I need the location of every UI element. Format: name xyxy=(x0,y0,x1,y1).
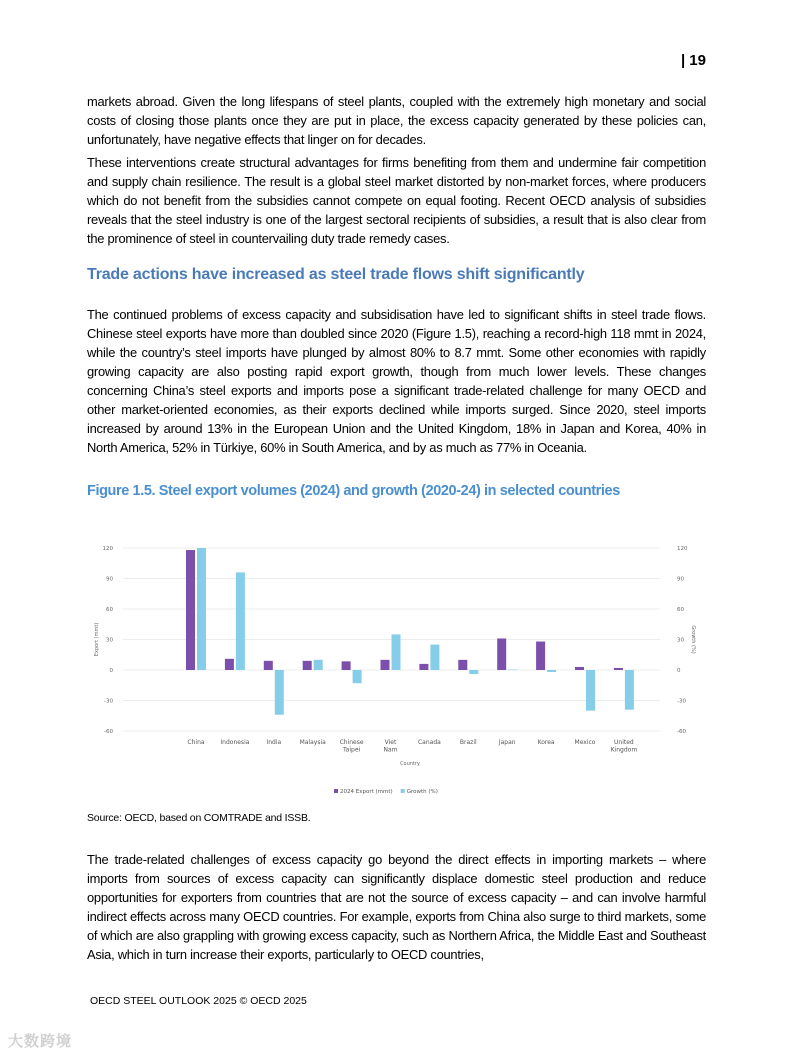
page-number: | 19 xyxy=(680,52,706,69)
paragraph-3: The continued problems of excess capacity and subsidisation have led to significant shifts in steel trade flows. Chinese steel exports have more than doubled since 2020 (Figure 1.5), reaching a record-high 118 mmt in 2024, while the country’s steel imports have plunged by almost 80% to 8.7 mmt. Some other economies with rapidly growing capacity are also posting rapid export growth, though from much lower levels. These changes concerning China’s steel exports and imports pose a significant trade-related challenge for many OECD and other market-oriented economies, as their exports declined while imports surged. Since 2020, steel imports increased by around 13% in the European Union and the United Kingdom, 18% in Japan and Korea, 40% in North America, 52% in Türkiye, 60% in South America, and by as much as 77% in Oceania. xyxy=(87,307,706,455)
bar-growth xyxy=(508,669,517,670)
x-tick-label: Mexico xyxy=(574,739,596,746)
bar-growth xyxy=(586,670,595,711)
paragraph-2: These interventions create structural advantages for firms benefiting from them and undermine fair competition and supply chain resilience. The result is a global steel market distorted by non-market forces, where producers which do not benefit from the subsidies cannot compete on equal footing. Recent OECD analysis of subsidies reveals that the steel industry is one of the largest sectoral recipients of subsidies, a result that is also clear from the prominence of steel in countervailing duty trade remedy cases. xyxy=(87,155,706,246)
x-tick-label: Chinese Taipei xyxy=(339,739,364,754)
x-tick-label: Malaysia xyxy=(299,739,326,746)
bar-growth xyxy=(353,670,362,683)
bar-export xyxy=(264,661,273,670)
x-tick-label: Canada xyxy=(417,739,441,746)
bar-growth xyxy=(547,670,556,672)
y-tick-label: 120 xyxy=(102,546,113,552)
bar-export xyxy=(342,661,351,670)
bar-export xyxy=(614,668,623,670)
y2-tick-label: 120 xyxy=(677,546,688,552)
bar-growth xyxy=(275,670,284,715)
x-axis-label: Country xyxy=(400,761,420,767)
legend-swatch xyxy=(401,789,405,793)
y2-tick-label: -30 xyxy=(677,698,686,705)
x-tick-label: India xyxy=(266,739,282,746)
y-tick-label: 30 xyxy=(106,637,113,644)
bar-export xyxy=(303,661,312,670)
bar-export xyxy=(381,660,390,670)
y2-axis-label: Growth (%) xyxy=(690,625,696,654)
figure-source: Source: OECD, based on COMTRADE and ISSB. xyxy=(87,812,311,824)
bar-export xyxy=(458,660,467,670)
paragraph-4: The trade-related challenges of excess capacity go beyond the direct effects in importing markets – where imports from sources of excess capacity can significantly displace domestic steel production and reduce opportunities for exporters from countries that are not the source of excess capacity – and can involve harmful indirect effects across many OECD countries. For example, exports from China also surge to third markets, some of which are also grappling with growing excess capacity, such as Northern Africa, the Middle East and Southeast Asia, which in turn increase their exports, particularly to OECD countries, xyxy=(87,852,706,962)
legend-label: Growth (%) xyxy=(406,789,438,795)
bar-growth xyxy=(392,634,401,670)
x-tick-label: China xyxy=(187,739,205,746)
bar-export xyxy=(419,664,428,670)
y2-tick-label: 30 xyxy=(677,637,684,644)
y2-tick-label: 0 xyxy=(677,668,681,674)
x-tick-label: United Kingdom xyxy=(610,739,638,754)
bar-export xyxy=(225,659,234,670)
y2-tick-label: 60 xyxy=(677,607,684,613)
x-tick-label: Indonesia xyxy=(220,739,250,746)
x-tick-label: Korea xyxy=(537,739,555,746)
bar-growth xyxy=(197,548,206,670)
x-tick-label: Brazil xyxy=(459,739,477,746)
x-tick-label: Viet Nam xyxy=(383,739,398,754)
legend-label: 2024 Export (mmt) xyxy=(340,789,393,795)
bar-export xyxy=(497,638,506,670)
bar-growth xyxy=(314,660,323,670)
bar-chart xyxy=(80,530,720,805)
y-tick-label: -30 xyxy=(104,698,113,705)
y2-tick-label: -60 xyxy=(677,729,686,735)
bar-export xyxy=(536,642,545,670)
bar-export xyxy=(575,667,584,670)
watermark-logo: 大数跨境 xyxy=(8,1033,73,1050)
x-tick-label: Japan xyxy=(498,739,516,746)
y-tick-label: 0 xyxy=(109,668,113,674)
figure-title: Figure 1.5. Steel export volumes (2024) and growth (2020-24) in selected countries xyxy=(87,483,620,499)
bar-growth xyxy=(625,670,634,710)
section-heading: Trade actions have increased as steel trade flows shift significantly xyxy=(87,266,585,283)
bar-growth xyxy=(430,645,439,670)
y-tick-label: -60 xyxy=(104,729,113,735)
bar-export xyxy=(186,550,195,670)
bar-growth xyxy=(236,572,245,670)
y-axis-label: Export (mmt) xyxy=(94,622,100,657)
y-tick-label: 90 xyxy=(106,576,113,583)
legend-swatch xyxy=(334,789,338,793)
page-footer: OECD STEEL OUTLOOK 2025 © OECD 2025 xyxy=(90,995,307,1007)
paragraph-1: markets abroad. Given the long lifespans of steel plants, coupled with the extremely high monetary and social costs of closing those plants once they are put in place, the excess capacity generated by these policies can, unfortunately, have negative effects that linger on for decades. xyxy=(87,94,706,147)
y-tick-label: 60 xyxy=(106,607,113,613)
y2-tick-label: 90 xyxy=(677,576,684,583)
bar-growth xyxy=(469,670,478,674)
